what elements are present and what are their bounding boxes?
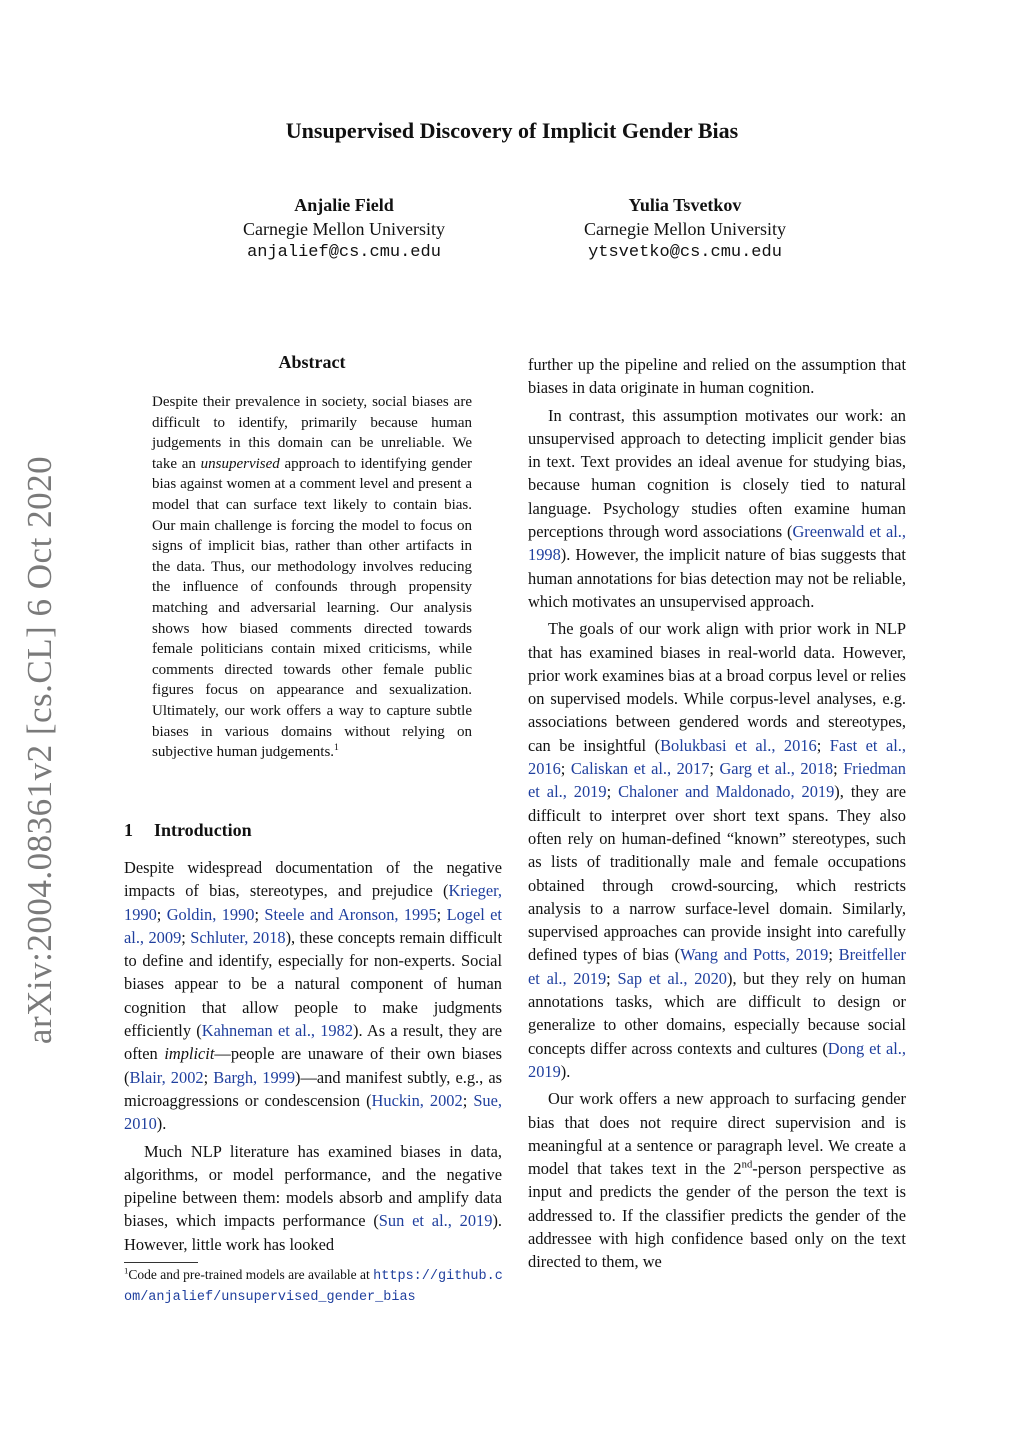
citation-link[interactable]: Schluter, 2018	[190, 927, 286, 947]
footnote-marker[interactable]: 1	[334, 742, 339, 754]
citation-link[interactable]: Caliskan et al., 2017	[570, 759, 710, 779]
citation-link[interactable]: Greenwald et al., 1998	[528, 522, 906, 565]
author-name: Yulia Tsvetkov	[628, 195, 742, 215]
footnote-text: Code and pre-trained models are available at	[128, 1267, 374, 1282]
paragraph: The goals of our work align with prior work in NLP that has examined biases in real-world data. However, prior work examines bias at a broad corpus level or relies on supervised models. While corpus-level analyses, e.g. associations between gendered words and stereotypes, can be insightful (Bolukbasi et al., 2016; Fast et al., 2016; Caliskan et al., 2017; Garg et al., 2018; Friedman et al., 2019; Chaloner and Maldonado, 2019), they are difficult to interpret over short text spans. They also often rely on human-defined “known” stereotypes, such as lists of traditionally male and female occupations obtained through crowd-sourcing, which restricts analysis to a narrow surface-level domain. Similarly, supervised approaches can provide insight into carefully defined types of bias (Wang and Potts, 2019; Breitfeller et al., 2019; Sap et al., 2020), but they rely on human annotations tasks, which are difficult to design or generalize to other domains, especially because social concepts differ across contexts and cultures (Dong et al., 2019).	[528, 619, 907, 1081]
citation-link[interactable]: Sun et al., 2019	[378, 1211, 493, 1231]
citation-link[interactable]: Garg et al., 2018	[719, 759, 834, 779]
abstract-body	[152, 392, 472, 763]
author-block-1	[164, 193, 524, 265]
footnote	[124, 1265, 504, 1307]
author-email[interactable]: ytsvetko@cs.cmu.edu	[588, 243, 782, 262]
right-column-body	[528, 353, 906, 1278]
section-title: Introduction	[154, 820, 252, 840]
citation-link[interactable]: Kahneman et al., 1982	[201, 1021, 354, 1041]
citation-link[interactable]: Goldin, 1990	[166, 904, 255, 924]
arxiv-stamp-text: arXiv:2004.08361v2 [cs.CL] 6 Oct 2020	[20, 455, 60, 1045]
abstract-emphasis: unsupervised	[200, 455, 280, 472]
citation-link[interactable]: Bargh, 1999	[213, 1067, 296, 1087]
abstract-heading: Abstract	[278, 352, 346, 372]
paper-title: Unsupervised Discovery of Implicit Gender Bias	[285, 118, 739, 143]
author-name: Anjalie Field	[294, 195, 394, 215]
footnote-rule	[124, 1262, 198, 1263]
paragraph: further up the pipeline and relied on the assumption that biases in data originate in human cognition.	[528, 355, 906, 398]
citation-link[interactable]: Bolukbasi et al., 2016	[660, 735, 817, 755]
citation-link[interactable]: Friedman et al., 2019	[528, 759, 907, 802]
citation-link[interactable]: Breitfeller et al., 2019	[528, 945, 906, 988]
citation-link[interactable]: Logel et al., 2009	[124, 904, 502, 947]
paragraph: In contrast, this assumption motivates our work: an unsupervised approach to detecting implicit gender bias in text. Text provides an ideal avenue for studying bias, because human cognition is closely tied to natural language. Psychology studies often examine human perceptions through word associations (Greenwald et al., 1998). However, the implicit nature of bias suggests that human annotations for bias detection may not be reliable, which motivates an unsupervised approach.	[528, 405, 906, 611]
paragraph: Our work offers a new approach to surfacing gender bias that does not require direct supervision and is meaningful at a sentence or paragraph level. We create a model that takes text in the 2nd-person perspective as input and predicts the gender of the person the text is addressed to. If the classifier predicts the gender of the addressee with high confidence based only on the text directed to them, we	[528, 1089, 907, 1272]
citation-link[interactable]: Dong et al., 2019	[528, 1038, 906, 1081]
arxiv-stamp	[10, 455, 70, 1045]
citation-link[interactable]: Steele and Aronson, 1995	[264, 904, 437, 924]
footnote-url-link[interactable]: https://github.com/anjalief/unsupervised_gender_bias	[124, 1269, 503, 1305]
author-affiliation: Carnegie Mellon University	[584, 219, 786, 239]
citation-link[interactable]: Sap et al., 2020	[617, 968, 727, 988]
citation-link[interactable]: Chaloner and Maldonado, 2019	[618, 782, 835, 802]
citation-link[interactable]: Fast et al., 2016	[528, 735, 907, 779]
citation-link[interactable]: Sue, 2010	[124, 1090, 502, 1134]
paragraph: Despite widespread documentation of the negative impacts of bias, stereotypes, and prejudice (Krieger, 1990; Goldin, 1990; Steele and Aronson, 1995; Logel et al., 2009; Schluter, 2018), these concepts remain difficult to define and identify, especially for non-experts. Social biases appear to be a natural component of human cognition that allow people to make judgments efficiently (Kahneman et al., 1982). As a result, they are often implicit—people are unaware of their own biases (Blair, 2002; Bargh, 1999)—and manifest subtly, e.g., as microaggressions or condescension (Huckin, 2002; Sue, 2010).	[124, 858, 503, 1134]
left-column-body	[124, 856, 502, 1260]
citation-link[interactable]: Wang and Potts, 2019	[680, 945, 829, 965]
section-heading-introduction	[124, 820, 504, 841]
footnote-number: 1	[124, 1265, 129, 1276]
citation-link[interactable]: Huckin, 2002	[371, 1090, 463, 1110]
citation-link[interactable]: Blair, 2002	[129, 1067, 204, 1087]
section-number: 1	[124, 820, 133, 840]
author-affiliation: Carnegie Mellon University	[243, 219, 445, 239]
citation-link[interactable]: Krieger, 1990	[124, 881, 502, 924]
abstract-text: approach to identifying gender bias against women at a comment level and present a model that can surface text likely to contain bias. Our main challenge is forcing the model to focus on signs of implicit bias, rather than other artifacts in the data. Thus, our methodology involves reducing the influence of confounds through propensity matching and adversarial learning. Our analysis shows how biased comments directed towards female politicians contain mixed criticisms, while comments directed towards other female public figures focus on appearance and sexualization. Ultimately, our work offers a way to capture subtle biases in various domains without relying on subjective human judgements.	[152, 455, 472, 761]
paragraph: Much NLP literature has examined biases in data, algorithms, or model performance, and the negative pipeline between them: models absorb and amplify data biases, which impacts performance (Sun et al., 2019). However, little work has looked	[124, 1141, 502, 1254]
author-email[interactable]: anjalief@cs.cmu.edu	[247, 243, 441, 262]
author-block-2	[505, 193, 865, 265]
superscript: nd	[741, 1159, 753, 1171]
abstract-text: Despite their prevalence in society, social biases are difficult to identify, primarily because human judgements in this domain can be unreliable. We take an	[152, 394, 472, 472]
